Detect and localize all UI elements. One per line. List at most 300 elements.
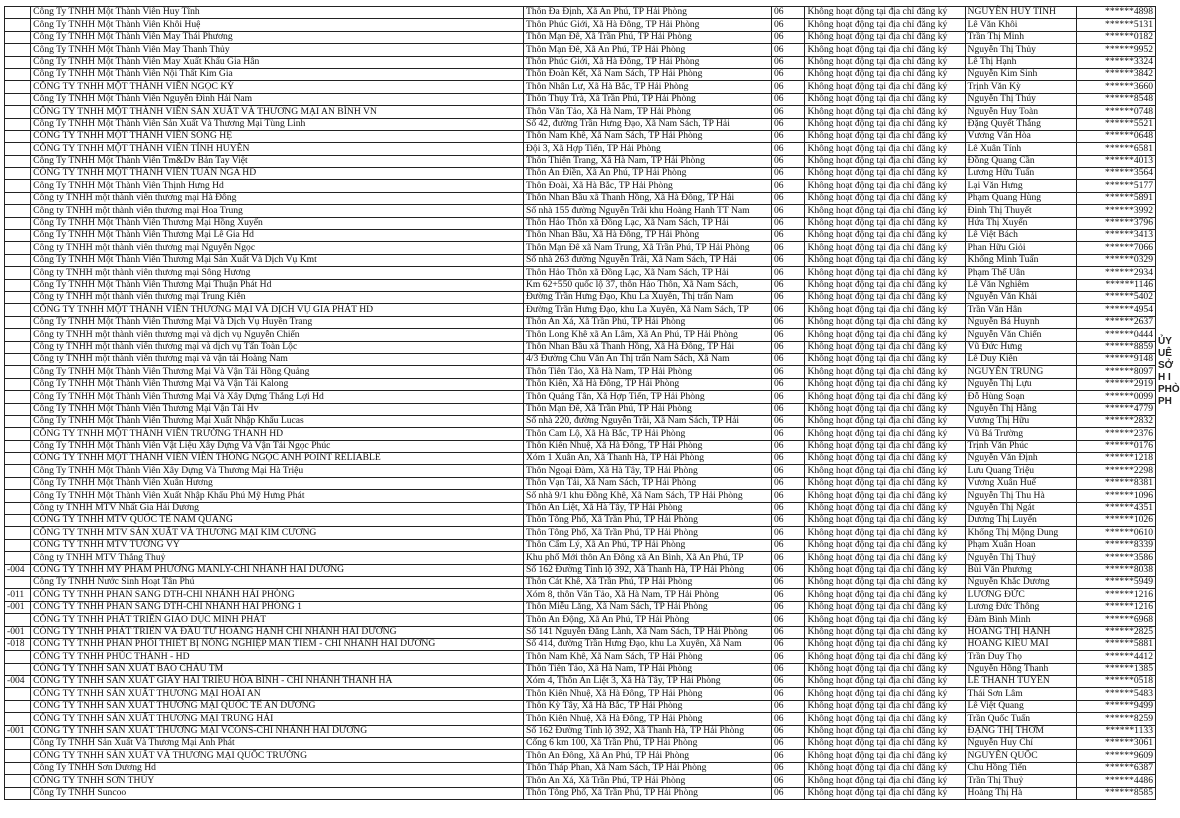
- address-cell: Thôn Vạn Tải, Xã Nam Sách, TP Hải Phòng: [523, 477, 771, 489]
- area-code-cell: 06: [771, 725, 804, 737]
- branch-code-cell: [5, 7, 31, 19]
- area-code-cell: 06: [771, 787, 804, 799]
- table-row: [5, 762, 1156, 774]
- address-cell: Thôn Tiên Tảo, Xã Hà Nam, TP Hải Phòng: [523, 663, 771, 675]
- company-name-cell: Công Ty TNHH Suncoo: [31, 787, 524, 799]
- address-cell: Thôn Hảo Thôn xã Đồng Lạc, Xã Nam Sách, TP Hải: [523, 217, 771, 229]
- area-code-cell: 06: [771, 762, 804, 774]
- address-cell: Thôn Cát Khê, Xã Trần Phú, TP Hải Phòng: [523, 576, 771, 588]
- masked-id-cell: ******6968: [1077, 614, 1156, 626]
- table-row: [5, 378, 1156, 390]
- company-name-cell: Công Ty TNHH Một Thành Viên Nguyễn Đình Hải Nam: [31, 93, 524, 105]
- branch-code-cell: [5, 428, 31, 440]
- branch-code-cell: [5, 576, 31, 588]
- area-code-cell: 06: [771, 515, 804, 527]
- masked-id-cell: ******5131: [1077, 19, 1156, 31]
- area-code-cell: 06: [771, 205, 804, 217]
- area-code-cell: 06: [771, 44, 804, 56]
- company-name-cell: CÔNG TY TNHH MỘT THÀNH VIÊN VIỄN THÔNG NGỌC ANH POINT RELIABLE: [31, 453, 524, 465]
- address-cell: Thôn Đoài, Xã Hà Bắc, TP Hải Phòng: [523, 180, 771, 192]
- representative-cell: Nguyễn Khắc Dương: [965, 576, 1077, 588]
- status-cell: Không hoạt động tại địa chỉ đăng ký: [805, 713, 965, 725]
- representative-cell: Khổng Thị Mộng Dung: [965, 527, 1077, 539]
- address-cell: 4/3 Đường Chu Văn An Thị trấn Nam Sách, Xã Nam: [523, 353, 771, 365]
- branch-code-cell: [5, 651, 31, 663]
- branch-code-cell: [5, 378, 31, 390]
- representative-cell: Dương Thị Luyến: [965, 515, 1077, 527]
- status-cell: Không hoạt động tại địa chỉ đăng ký: [805, 688, 965, 700]
- branch-code-cell: -004: [5, 564, 31, 576]
- representative-cell: Nguyễn Thị Thu Hà: [965, 490, 1077, 502]
- branch-code-cell: [5, 440, 31, 452]
- masked-id-cell: ******0329: [1077, 254, 1156, 266]
- masked-id-cell: ******8585: [1077, 787, 1156, 799]
- address-cell: Thôn Hảo Thôn xã Đồng Lạc, Xã Nam Sách, TP Hải: [523, 267, 771, 279]
- address-cell: Thôn An Điền, Xã An Phú, TP Hải Phòng: [523, 168, 771, 180]
- branch-code-cell: [5, 403, 31, 415]
- address-cell: Thôn Kiên, Xã Hà Đông, TP Hải Phòng: [523, 378, 771, 390]
- company-name-cell: CÔNG TY TNHH MỘT THÀNH VIÊN TUẤN NGA HD: [31, 168, 524, 180]
- branch-code-cell: [5, 353, 31, 365]
- status-cell: Không hoạt động tại địa chỉ đăng ký: [805, 700, 965, 712]
- company-name-cell: Công ty TNHH một thành viên thương mại Nguyễn Ngọc: [31, 242, 524, 254]
- status-cell: Không hoạt động tại địa chỉ đăng ký: [805, 254, 965, 266]
- status-cell: Không hoạt động tại địa chỉ đăng ký: [805, 31, 965, 43]
- status-cell: Không hoạt động tại địa chỉ đăng ký: [805, 180, 965, 192]
- edge-fragment: SỞ: [1158, 360, 1174, 371]
- representative-cell: Phan Hữu Giỏi: [965, 242, 1077, 254]
- address-cell: Thôn Tông Phố, Xã Trần Phú, TP Hải Phòng: [523, 515, 771, 527]
- company-name-cell: CÔNG TY TNHH PHÁT TRIỂN VÀ ĐẦU TƯ HOÀNG HẠNH CHI NHÁNH HẢI DƯƠNG: [31, 626, 524, 638]
- status-cell: Không hoạt động tại địa chỉ đăng ký: [805, 428, 965, 440]
- status-cell: Không hoạt động tại địa chỉ đăng ký: [805, 168, 965, 180]
- table-row: [5, 329, 1156, 341]
- branch-code-cell: [5, 106, 31, 118]
- address-cell: Thôn Kiên Nhuệ, Xã Hà Đông, TP Hải Phòng: [523, 713, 771, 725]
- masked-id-cell: ******8097: [1077, 366, 1156, 378]
- area-code-cell: 06: [771, 130, 804, 142]
- table-row: [5, 267, 1156, 279]
- representative-cell: HOÀNG THỊ HẠNH: [965, 626, 1077, 638]
- company-name-cell: Công Ty TNHH Một Thành Viên Tm&Dv Bản Tay Việt: [31, 155, 524, 167]
- address-cell: Thôn Cẩm Lý, Xã An Phú, TP Hải Phòng: [523, 539, 771, 551]
- table-row: [5, 415, 1156, 427]
- table-row: [5, 44, 1156, 56]
- representative-cell: Vũ Đức Hưng: [965, 341, 1077, 353]
- masked-id-cell: ******5177: [1077, 180, 1156, 192]
- table-row: [5, 428, 1156, 440]
- area-code-cell: 06: [771, 316, 804, 328]
- masked-id-cell: ******2934: [1077, 267, 1156, 279]
- masked-id-cell: ******1216: [1077, 589, 1156, 601]
- address-cell: Thôn Thiên Trang, Xã Hà Nam, TP Hải Phòng: [523, 155, 771, 167]
- company-name-cell: Công ty TNHH một thành viên thương mại Hà Đông: [31, 192, 524, 204]
- status-cell: Không hoạt động tại địa chỉ đăng ký: [805, 19, 965, 31]
- representative-cell: Đỗ Hùng Soạn: [965, 391, 1077, 403]
- masked-id-cell: ******3564: [1077, 168, 1156, 180]
- company-name-cell: Công Ty TNHH Một Thành Viên Thương Mại Hồng Xuyến: [31, 217, 524, 229]
- branch-code-cell: [5, 477, 31, 489]
- masked-id-cell: ******9609: [1077, 750, 1156, 762]
- table-row: [5, 713, 1156, 725]
- status-cell: Không hoạt động tại địa chỉ đăng ký: [805, 341, 965, 353]
- branch-code-cell: [5, 527, 31, 539]
- area-code-cell: 06: [771, 106, 804, 118]
- area-code-cell: 06: [771, 552, 804, 564]
- area-code-cell: 06: [771, 366, 804, 378]
- company-name-cell: CÔNG TY TNHH SẢN XUẤT THƯƠNG MẠI QUỐC TẾ AN DƯƠNG: [31, 700, 524, 712]
- area-code-cell: 06: [771, 168, 804, 180]
- representative-cell: Nguyễn Thị Thuỷ: [965, 552, 1077, 564]
- address-cell: Số 414, đường Trần Hưng Đạo, khu La Xuyên, Xã Nam: [523, 638, 771, 650]
- company-table: [4, 6, 1156, 800]
- status-cell: Không hoạt động tại địa chỉ đăng ký: [805, 230, 965, 242]
- address-cell: Thôn Nhan Bầu xã Thanh Hồng, Xã Hà Đông, TP Hải: [523, 192, 771, 204]
- representative-cell: NGUYỄN QUỐC: [965, 750, 1077, 762]
- company-name-cell: CÔNG TY TNHH SẢN XUẤT BẢO CHÂU TM: [31, 663, 524, 675]
- table-row: [5, 502, 1156, 514]
- area-code-cell: 06: [771, 477, 804, 489]
- area-code-cell: 06: [771, 490, 804, 502]
- company-name-cell: CÔNG TY TNHH MỘT THÀNH VIÊN NGỌC KỲ: [31, 81, 524, 93]
- area-code-cell: 06: [771, 502, 804, 514]
- masked-id-cell: ******9148: [1077, 353, 1156, 365]
- company-name-cell: Công Ty TNHH Một Thành Viên Nội Thất Kim Gia: [31, 68, 524, 80]
- company-name-cell: Công Ty TNHH Một Thành Viên Thương Mại Và Vận Tải Kalong: [31, 378, 524, 390]
- representative-cell: Đàm Bình Minh: [965, 614, 1077, 626]
- area-code-cell: 06: [771, 738, 804, 750]
- address-cell: Xóm 1 Xuân An, Xã Thanh Hà, TP Hải Phòng: [523, 453, 771, 465]
- table-row: [5, 316, 1156, 328]
- address-cell: Thôn An Đông, Xã An Phú, TP Hải Phòng: [523, 750, 771, 762]
- table-row: [5, 192, 1156, 204]
- table-row: [5, 725, 1156, 737]
- area-code-cell: 06: [771, 254, 804, 266]
- address-cell: Thôn Tông Phố, Xã Trần Phú, TP Hải Phòng: [523, 787, 771, 799]
- area-code-cell: 06: [771, 155, 804, 167]
- representative-cell: Nguyễn Thị Thúy: [965, 93, 1077, 105]
- area-code-cell: 06: [771, 601, 804, 613]
- company-name-cell: Công ty TNHH một thành viên thương mại Hoa Trung: [31, 205, 524, 217]
- area-code-cell: 06: [771, 341, 804, 353]
- table-row: [5, 552, 1156, 564]
- branch-code-cell: [5, 217, 31, 229]
- status-cell: Không hoạt động tại địa chỉ đăng ký: [805, 205, 965, 217]
- table-row: [5, 168, 1156, 180]
- company-name-cell: Công Ty TNHH Một Thành Viên Thương Mại Sản Xuất Và Dịch Vụ Kmt: [31, 254, 524, 266]
- company-name-cell: Công ty TNHH MTV Nhất Gia Hải Dương: [31, 502, 524, 514]
- status-cell: Không hoạt động tại địa chỉ đăng ký: [805, 56, 965, 68]
- status-cell: Không hoạt động tại địa chỉ đăng ký: [805, 329, 965, 341]
- address-cell: Thôn Tháp Phan, Xã Nam Sách, TP Hải Phòng: [523, 762, 771, 774]
- area-code-cell: 06: [771, 428, 804, 440]
- masked-id-cell: ******4486: [1077, 775, 1156, 787]
- address-cell: Thôn Mạn Đê xã Nam Trung, Xã Trần Phú, TP Hải Phòng: [523, 242, 771, 254]
- status-cell: Không hoạt động tại địa chỉ đăng ký: [805, 651, 965, 663]
- masked-id-cell: ******8859: [1077, 341, 1156, 353]
- masked-id-cell: ******0444: [1077, 329, 1156, 341]
- branch-code-cell: [5, 56, 31, 68]
- table-row: [5, 230, 1156, 242]
- table-row: [5, 638, 1156, 650]
- company-name-cell: CÔNG TY TNHH SẢN XUẤT GIÀY HẢI TRIỀU HÒA BÌNH - CHI NHÁNH THANH HÀ: [31, 676, 524, 688]
- company-name-cell: Công Ty TNHH Sơn Dương Hd: [31, 762, 524, 774]
- representative-cell: Hứa Thị Xuyến: [965, 217, 1077, 229]
- branch-code-cell: [5, 44, 31, 56]
- representative-cell: Lưu Quang Triệu: [965, 465, 1077, 477]
- representative-cell: Nguyễn Kim Sinh: [965, 68, 1077, 80]
- table-row: [5, 775, 1156, 787]
- area-code-cell: 06: [771, 304, 804, 316]
- representative-cell: Vũ Bá Trường: [965, 428, 1077, 440]
- edge-fragment: ỦY: [1158, 336, 1172, 347]
- company-name-cell: CÔNG TY TNHH MỘT THÀNH VIÊN TÍNH HUYỀN: [31, 143, 524, 155]
- company-name-cell: Công Ty TNHH Một Thành Viên Thương Mại Và Dịch Vụ Huyền Trang: [31, 316, 524, 328]
- status-cell: Không hoạt động tại địa chỉ đăng ký: [805, 502, 965, 514]
- masked-id-cell: ******0176: [1077, 440, 1156, 452]
- masked-id-cell: ******5881: [1077, 638, 1156, 650]
- status-cell: Không hoạt động tại địa chỉ đăng ký: [805, 81, 965, 93]
- address-cell: Đội 3, Xã Hợp Tiến, TP Hải Phòng: [523, 143, 771, 155]
- company-name-cell: Công Ty TNHH Một Thành Viên Xây Dựng Và Thương Mại Hà Triệu: [31, 465, 524, 477]
- table-row: [5, 155, 1156, 167]
- status-cell: Không hoạt động tại địa chỉ đăng ký: [805, 415, 965, 427]
- company-name-cell: CÔNG TY TNHH SẢN XUẤT VÀ THƯƠNG MẠI QUỐC TRƯỜNG: [31, 750, 524, 762]
- address-cell: Thôn Miễu Lăng, Xã Nam Sách, TP Hải Phòng: [523, 601, 771, 613]
- area-code-cell: 06: [771, 81, 804, 93]
- branch-code-cell: [5, 118, 31, 130]
- branch-code-cell: [5, 700, 31, 712]
- table-row: [5, 56, 1156, 68]
- branch-code-cell: [5, 31, 31, 43]
- branch-code-cell: [5, 130, 31, 142]
- area-code-cell: 06: [771, 180, 804, 192]
- address-cell: Đường Trần Hưng Đạo, Khu La Xuyên, Thị trấn Nam: [523, 291, 771, 303]
- address-cell: Thôn Nhan Bầu, Xã Hà Đông, TP Hải Phòng: [523, 230, 771, 242]
- address-cell: Thôn Thụy Trà, Xã Trần Phú, TP Hải Phòng: [523, 93, 771, 105]
- masked-id-cell: ******2376: [1077, 428, 1156, 440]
- address-cell: Số 42, đường Trần Hưng Đạo, Xã Nam Sách, TP Hải: [523, 118, 771, 130]
- representative-cell: Đinh Thị Thuyết: [965, 205, 1077, 217]
- table-row: [5, 440, 1156, 452]
- branch-code-cell: [5, 787, 31, 799]
- address-cell: Thôn Phúc Giới, Xã Hà Đông, TP Hải Phòng: [523, 56, 771, 68]
- representative-cell: Lê Thị Hạnh: [965, 56, 1077, 68]
- company-name-cell: Công Ty TNHH Một Thành Viên Thương Mại Vận Tải Hv: [31, 403, 524, 415]
- table-row: [5, 651, 1156, 663]
- branch-code-cell: [5, 490, 31, 502]
- address-cell: Thôn An Xá, Xã Trần Phú, TP Hải Phòng: [523, 316, 771, 328]
- status-cell: Không hoạt động tại địa chỉ đăng ký: [805, 353, 965, 365]
- company-name-cell: Công Ty TNHH Một Thành Viên Xuân Hương: [31, 477, 524, 489]
- masked-id-cell: ******3796: [1077, 217, 1156, 229]
- company-name-cell: Công Ty TNHH Một Thành Viên Xuất Nhập Khẩu Phú Mỹ Hưng Phát: [31, 490, 524, 502]
- branch-code-cell: [5, 155, 31, 167]
- masked-id-cell: ******1216: [1077, 601, 1156, 613]
- branch-code-cell: [5, 254, 31, 266]
- masked-id-cell: ******1096: [1077, 490, 1156, 502]
- masked-id-cell: ******1133: [1077, 725, 1156, 737]
- masked-id-cell: ******3586: [1077, 552, 1156, 564]
- table-row: [5, 527, 1156, 539]
- area-code-cell: 06: [771, 440, 804, 452]
- company-name-cell: Công ty TNHH một thành viên thương mại Trung Kiên: [31, 291, 524, 303]
- masked-id-cell: ******1026: [1077, 515, 1156, 527]
- status-cell: Không hoạt động tại địa chỉ đăng ký: [805, 378, 965, 390]
- branch-code-cell: [5, 316, 31, 328]
- representative-cell: Vương Xuân Huế: [965, 477, 1077, 489]
- status-cell: Không hoạt động tại địa chỉ đăng ký: [805, 552, 965, 564]
- company-name-cell: Công Ty TNHH Một Thành Viên May Xuất Khẩu Gia Hân: [31, 56, 524, 68]
- area-code-cell: 06: [771, 378, 804, 390]
- status-cell: Không hoạt động tại địa chỉ đăng ký: [805, 279, 965, 291]
- area-code-cell: 06: [771, 453, 804, 465]
- company-name-cell: Công ty TNHH MTV Thắng Thuỷ: [31, 552, 524, 564]
- masked-id-cell: ******8381: [1077, 477, 1156, 489]
- branch-code-cell: [5, 81, 31, 93]
- address-cell: Thôn Quảng Tân, Xã Hợp Tiến, TP Hải Phòng: [523, 391, 771, 403]
- area-code-cell: 06: [771, 329, 804, 341]
- table-row: [5, 291, 1156, 303]
- address-cell: Số 162 Đường Tỉnh lộ 392, Xã Thanh Hà, TP Hải Phòng: [523, 564, 771, 576]
- status-cell: Không hoạt động tại địa chỉ đăng ký: [805, 118, 965, 130]
- company-name-cell: CÔNG TY TNHH PHAN SANG DTH-CHI NHÁNH HẢI PHÒNG 1: [31, 601, 524, 613]
- branch-code-cell: [5, 279, 31, 291]
- table-row: [5, 515, 1156, 527]
- representative-cell: Lại Văn Hưng: [965, 180, 1077, 192]
- area-code-cell: 06: [771, 19, 804, 31]
- address-cell: Thôn Nhân Lư, Xã Hà Bắc, TP Hải Phòng: [523, 81, 771, 93]
- address-cell: Đường Trần Hưng Đạo, khu La Xuyên, Xã Nam Sách, TP: [523, 304, 771, 316]
- status-cell: Không hoạt động tại địa chỉ đăng ký: [805, 7, 965, 19]
- company-name-cell: CÔNG TY TNHH SƠN THỦY: [31, 775, 524, 787]
- table-row: [5, 663, 1156, 675]
- masked-id-cell: ******4412: [1077, 651, 1156, 663]
- address-cell: Thôn Mạn Đê, Xã Trần Phú, TP Hải Phòng: [523, 403, 771, 415]
- status-cell: Không hoạt động tại địa chỉ đăng ký: [805, 155, 965, 167]
- representative-cell: Hoàng Thị Hà: [965, 787, 1077, 799]
- status-cell: Không hoạt động tại địa chỉ đăng ký: [805, 316, 965, 328]
- company-name-cell: Công Ty TNHH Một Thành Viên Sản Xuất Và Thương Mại Tùng Linh: [31, 118, 524, 130]
- representative-cell: Vương Văn Hòa: [965, 130, 1077, 142]
- branch-code-cell: [5, 391, 31, 403]
- table-row: [5, 626, 1156, 638]
- company-table-sheet: [4, 6, 1156, 800]
- status-cell: Không hoạt động tại địa chỉ đăng ký: [805, 242, 965, 254]
- address-cell: Thôn Văn Tảo, Xã Hà Nam, TP Hải Phòng: [523, 106, 771, 118]
- table-row: [5, 688, 1156, 700]
- branch-code-cell: [5, 750, 31, 762]
- address-cell: Số nhà 155 đường Nguyễn Trãi khu Hoàng Hanh TT Nam: [523, 205, 771, 217]
- representative-cell: NGUYỄN HUY TĨNH: [965, 7, 1077, 19]
- company-name-cell: Công Ty TNHH Một Thành Viên Thương Mại Thuận Phát Hd: [31, 279, 524, 291]
- masked-id-cell: ******3061: [1077, 738, 1156, 750]
- address-cell: Thôn Nam Khê, Xã Nam Sách, TP Hải Phòng: [523, 130, 771, 142]
- masked-id-cell: ******4954: [1077, 304, 1156, 316]
- company-name-cell: Công Ty TNHH Nước Sinh Hoạt Tân Phú: [31, 576, 524, 588]
- area-code-cell: 06: [771, 651, 804, 663]
- address-cell: Cống 6 km 100, Xã Trần Phú, TP Hải Phòng: [523, 738, 771, 750]
- area-code-cell: 06: [771, 688, 804, 700]
- branch-code-cell: [5, 230, 31, 242]
- status-cell: Không hoạt động tại địa chỉ đăng ký: [805, 93, 965, 105]
- edge-fragment: PH: [1158, 396, 1172, 407]
- table-row: [5, 465, 1156, 477]
- table-row: [5, 31, 1156, 43]
- masked-id-cell: ******0099: [1077, 391, 1156, 403]
- area-code-cell: 06: [771, 217, 804, 229]
- branch-code-cell: [5, 775, 31, 787]
- status-cell: Không hoạt động tại địa chỉ đăng ký: [805, 465, 965, 477]
- address-cell: Xóm 8, thôn Văn Tảo, Xã Hà Nam, TP Hải Phòng: [523, 589, 771, 601]
- branch-code-cell: -018: [5, 638, 31, 650]
- area-code-cell: 06: [771, 291, 804, 303]
- branch-code-cell: [5, 304, 31, 316]
- masked-id-cell: ******6387: [1077, 762, 1156, 774]
- table-row: [5, 217, 1156, 229]
- table-row: [5, 180, 1156, 192]
- area-code-cell: 06: [771, 700, 804, 712]
- table-row: [5, 564, 1156, 576]
- edge-fragment: H I: [1158, 372, 1171, 383]
- status-cell: Không hoạt động tại địa chỉ đăng ký: [805, 44, 965, 56]
- representative-cell: HOÀNG KIỀU MAI: [965, 638, 1077, 650]
- status-cell: Không hoạt động tại địa chỉ đăng ký: [805, 515, 965, 527]
- address-cell: Khu phố Mới thôn An Đông xã An Bình, Xã An Phú, TP: [523, 552, 771, 564]
- area-code-cell: 06: [771, 230, 804, 242]
- company-name-cell: CÔNG TY TNHH PHAN SANG DTH-CHI NHÁNH HẢI PHÒNG: [31, 589, 524, 601]
- masked-id-cell: ******8548: [1077, 93, 1156, 105]
- representative-cell: NGUYỄN TRUNG: [965, 366, 1077, 378]
- status-cell: Không hoạt động tại địa chỉ đăng ký: [805, 366, 965, 378]
- status-cell: Không hoạt động tại địa chỉ đăng ký: [805, 477, 965, 489]
- company-name-cell: CÔNG TY TNHH PHÂN PHỐI THIẾT BỊ NÔNG NGHIỆP MAN TIEM - CHI NHÁNH HẢI DƯƠNG: [31, 638, 524, 650]
- branch-code-cell: [5, 291, 31, 303]
- company-name-cell: Công Ty TNHH Sản Xuất Và Thương Mại Anh Phát: [31, 738, 524, 750]
- area-code-cell: 06: [771, 31, 804, 43]
- status-cell: Không hoạt động tại địa chỉ đăng ký: [805, 564, 965, 576]
- table-row: [5, 539, 1156, 551]
- company-name-cell: Công ty TNHH một thành viên thương mại và dịch vụ Nguyễn Chiến: [31, 329, 524, 341]
- representative-cell: Nguyễn Thị Thủy: [965, 44, 1077, 56]
- address-cell: Km 62+550 quốc lộ 37, thôn Hảo Thôn, Xã Nam Sách,: [523, 279, 771, 291]
- branch-code-cell: [5, 341, 31, 353]
- area-code-cell: 06: [771, 564, 804, 576]
- status-cell: Không hoạt động tại địa chỉ đăng ký: [805, 68, 965, 80]
- area-code-cell: 06: [771, 403, 804, 415]
- address-cell: Thôn Tiên Tảo, Xã Hà Nam, TP Hải Phòng: [523, 366, 771, 378]
- address-cell: Số nhà 220, đường Nguyễn Trãi, Xã Nam Sách, TP Hải: [523, 415, 771, 427]
- masked-id-cell: ******9952: [1077, 44, 1156, 56]
- branch-code-cell: [5, 663, 31, 675]
- representative-cell: Nguyễn Thị Hằng: [965, 403, 1077, 415]
- status-cell: Không hoạt động tại địa chỉ đăng ký: [805, 192, 965, 204]
- table-row: [5, 106, 1156, 118]
- table-row: [5, 68, 1156, 80]
- representative-cell: Trịnh Văn Kỳ: [965, 81, 1077, 93]
- status-cell: Không hoạt động tại địa chỉ đăng ký: [805, 391, 965, 403]
- representative-cell: Khổng Minh Tuấn: [965, 254, 1077, 266]
- status-cell: Không hoạt động tại địa chỉ đăng ký: [805, 106, 965, 118]
- address-cell: Thôn Kiên Nhuệ, Xã Hà Đông, TP Hải Phòng: [523, 688, 771, 700]
- address-cell: Thôn An Xá, Xã Trần Phú, TP Hải Phòng: [523, 775, 771, 787]
- masked-id-cell: ******2637: [1077, 316, 1156, 328]
- representative-cell: Phạm Quang Hùng: [965, 192, 1077, 204]
- address-cell: Thôn Tông Phố, Xã Trần Phú, TP Hải Phòng: [523, 527, 771, 539]
- area-code-cell: 06: [771, 539, 804, 551]
- table-row: [5, 353, 1156, 365]
- company-name-cell: CÔNG TY TNHH MỘT THÀNH VIÊN SẢN XUẤT VÀ THƯƠNG MẠI AN BÌNH VN: [31, 106, 524, 118]
